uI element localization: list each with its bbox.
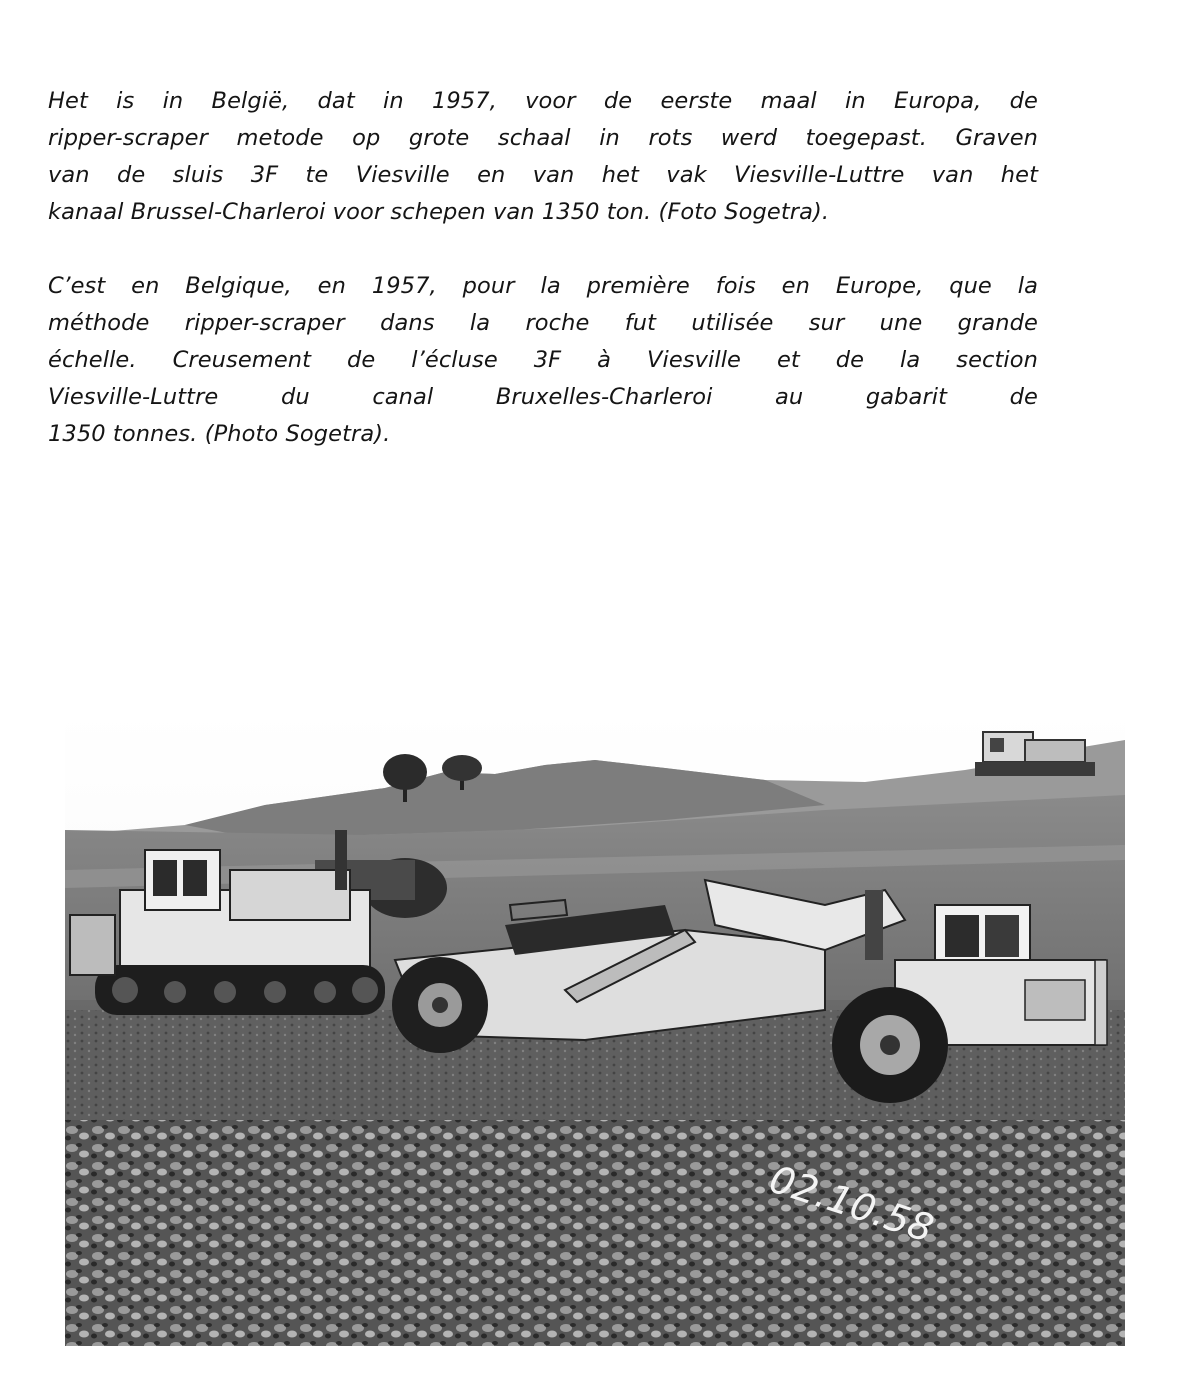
construction-photo bbox=[65, 710, 1125, 1346]
caption-dutch-line: ripper-scraper metode op grote schaal in rots werd toegepast. Graven bbox=[48, 125, 1038, 151]
caption-dutch-line: van de sluis 3F te Viesville en van het vak Viesville-Luttre van het bbox=[48, 162, 1038, 188]
photo-date-stamp: 02.10.58 bbox=[764, 1156, 939, 1251]
caption-dutch bbox=[48, 83, 1038, 231]
caption-french-line: 1350 tonnes. (Photo Sogetra). bbox=[48, 421, 391, 447]
rock-rubble bbox=[65, 1120, 1125, 1346]
caption-french-line: C’est en Belgique, en 1957, pour la première fois en Europe, que la bbox=[48, 273, 1038, 299]
caption-french-line: Viesville-Luttre du canal Bruxelles-Charleroi au gabarit de bbox=[48, 384, 1038, 410]
caption-french-line: échelle. Creusement de l’écluse 3F à Viesville et de la section bbox=[48, 347, 1038, 373]
caption-dutch-line: kanaal Brussel-Charleroi voor schepen van 1350 ton. (Foto Sogetra). bbox=[48, 199, 830, 225]
caption-french bbox=[48, 268, 1038, 453]
caption-dutch-line: Het is in België, dat in 1957, voor de eerste maal in Europa, de bbox=[48, 88, 1038, 114]
caption-french-line: méthode ripper-scraper dans la roche fut utilisée sur une grande bbox=[48, 310, 1038, 336]
